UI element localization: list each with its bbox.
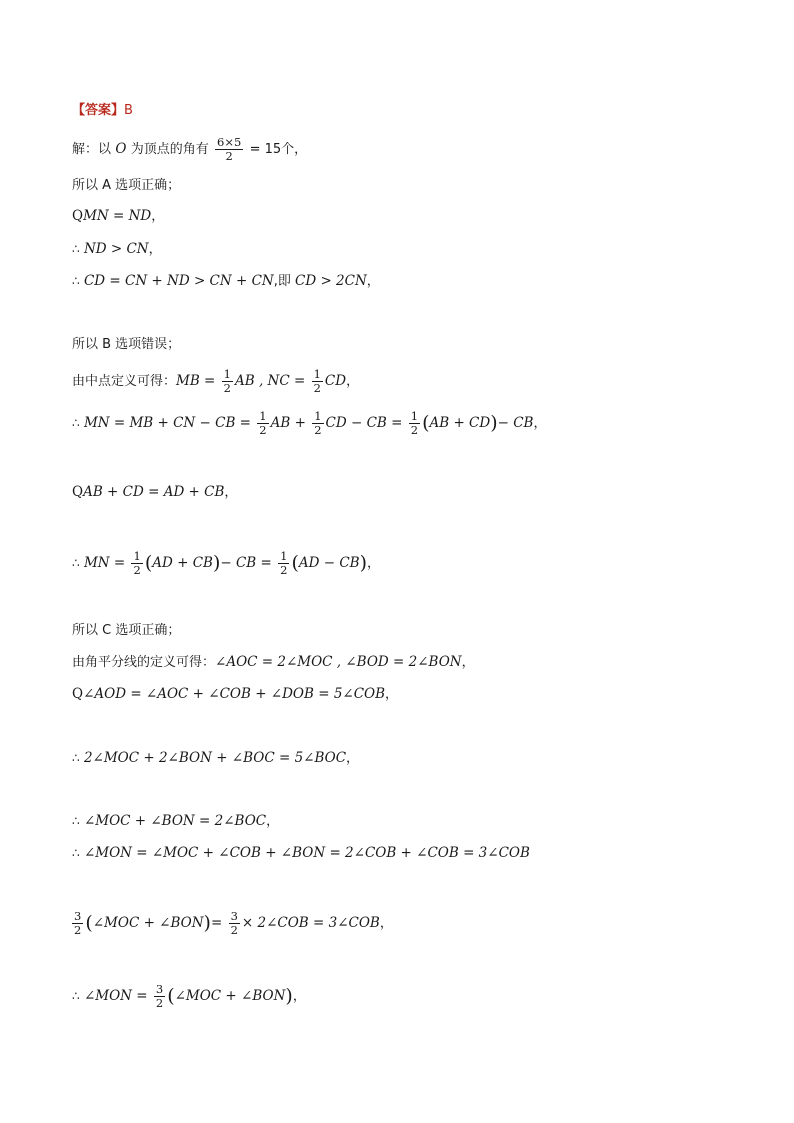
line-mn-nd: QMN = ND， — [72, 208, 165, 224]
line-nd-cn: ∴ ND > CN， — [72, 241, 162, 257]
fraction: $\frac{6\times 5}{2}$ — [217, 135, 242, 163]
conclusion-a: 所以 A 选项正确； — [72, 178, 181, 193]
line-moc-bon: ∴ ∠MOC + ∠BON = 2∠BOC， — [72, 813, 280, 829]
line-mon-final: ∴ ∠MON = $\frac{3}{2}$ (∠MOC + ∠BON)， — [72, 982, 306, 1010]
line-aod: Q∠AOD = ∠AOC + ∠COB + ∠DOB = 5∠COB， — [72, 686, 399, 702]
line-ab-cd: QAB + CD = AD + CB， — [72, 484, 238, 500]
line-bisector: 由角平分线的定义可得：∠AOC = 2∠MOC , ∠BOD = 2∠BON， — [72, 654, 475, 670]
line-mn-result: ∴ MN = $\frac{1}{2}$ (AD + CB)− CB = $\frac{1}{2}$ (AD − CB)， — [72, 549, 381, 577]
line-cd: ∴ CD = CN + ND > CN + CN,即 CD > 2CN， — [72, 273, 380, 289]
line-mon-sum: ∴ ∠MON = ∠MOC + ∠COB + ∠BON = 2∠COB + ∠COB = 3∠COB — [72, 845, 530, 861]
line-three-halves: $\frac{3}{2}$ (∠MOC + ∠BON)= $\frac{3}{2}$ × 2∠COB = 3∠COB， — [74, 909, 393, 937]
conclusion-c: 所以 C 选项正确； — [72, 623, 181, 638]
line-2moc: ∴ 2∠MOC + 2∠BON + ∠BOC = 5∠BOC， — [72, 750, 360, 766]
line-midpoint: 由中点定义可得：MB = $\frac{1}{2}$ AB , NC = $\frac{1}{2}$ CD， — [72, 367, 360, 395]
line-angle-count: 解：以 O 为顶点的角有 $\frac{6\times 5}{2}$ = 15个， — [72, 135, 308, 163]
conclusion-b: 所以 B 选项错误； — [72, 337, 181, 352]
answer-label: 【答案】 — [72, 103, 125, 118]
answer-line — [72, 100, 133, 121]
answer-value: B — [124, 103, 133, 118]
line-mn-expand: ∴ MN = MB + CN − CB = $\frac{1}{2}$ AB + $\frac{1}{2}$ CD − CB = $\frac{1}{2}$ (AB + CD)− CB， — [72, 409, 547, 437]
